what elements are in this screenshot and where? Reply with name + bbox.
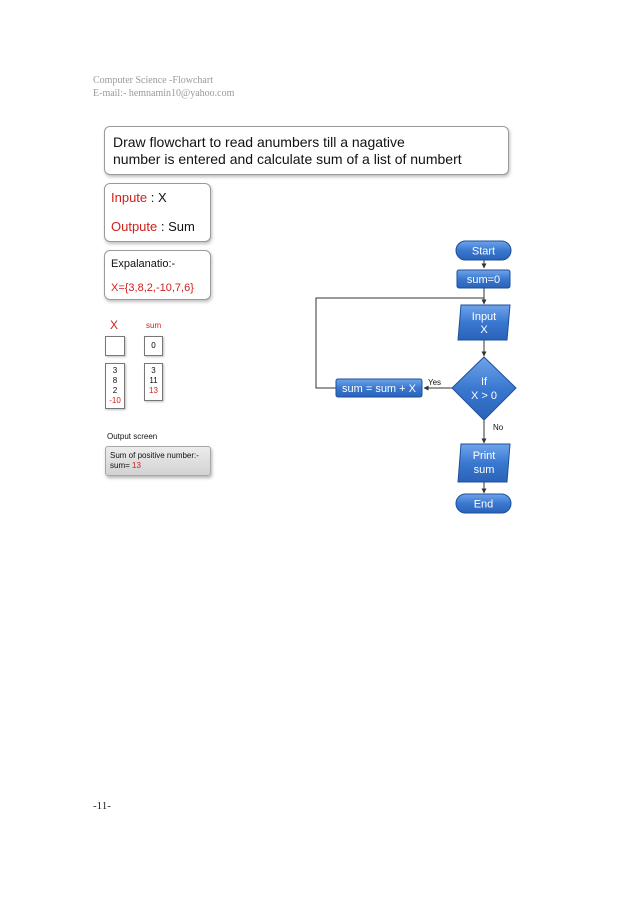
decision-label-1: If bbox=[480, 376, 488, 388]
no-label: No bbox=[493, 423, 504, 432]
trace-sum-value: 11 bbox=[149, 376, 158, 385]
trace-sum-value: 3 bbox=[151, 366, 156, 375]
output-label: Outpute bbox=[111, 219, 158, 234]
init-label: sum=0 bbox=[466, 274, 501, 286]
page-number: -11- bbox=[93, 800, 111, 812]
output-screen-title: Output screen bbox=[107, 432, 158, 441]
flow-connectors bbox=[316, 260, 484, 493]
start-label: Start bbox=[471, 245, 496, 258]
output-screen-line-1: Sum of positive number:- bbox=[110, 451, 199, 460]
yes-label: Yes bbox=[428, 378, 442, 387]
input-label-1: Input bbox=[471, 311, 497, 323]
accumulate-label: sum = sum + X bbox=[342, 383, 416, 395]
output-sum-label: sum= bbox=[110, 461, 133, 470]
trace-sum-header: sum bbox=[146, 321, 162, 330]
trace-x-value: 3 bbox=[112, 366, 118, 375]
trace-sum-value: 13 bbox=[149, 386, 158, 395]
input-value: : X bbox=[147, 190, 167, 205]
explanation-values: X={3,8,2,-10,7,6} bbox=[111, 282, 194, 294]
output-sum-value: 13 bbox=[132, 461, 141, 470]
trace-x-value: 8 bbox=[112, 376, 118, 385]
decision-label-2: X > 0 bbox=[471, 390, 497, 402]
end-label: End bbox=[473, 498, 494, 511]
problem-line-1: Draw flowchart to read anumbers till a nagative bbox=[113, 134, 405, 150]
explanation-title: Expalanatio:- bbox=[111, 258, 176, 270]
trace-x-value: 2 bbox=[112, 386, 118, 395]
trace-sum-initial: 0 bbox=[151, 341, 156, 350]
header-title: Computer Science -Flowchart bbox=[93, 75, 213, 86]
output-value: : Sum bbox=[157, 219, 195, 234]
header-email: E-mail:- hemnamin10@yahoo.com bbox=[93, 88, 235, 99]
print-label-1: Print bbox=[472, 450, 496, 462]
trace-x-header: X bbox=[110, 318, 119, 332]
print-label-2: sum bbox=[473, 464, 495, 476]
problem-line-2: number is entered and calculate sum of a list of numbert bbox=[113, 151, 462, 167]
input-label: Inpute bbox=[111, 190, 148, 205]
trace-x-value: -10 bbox=[109, 396, 121, 405]
decision-diamond bbox=[452, 357, 516, 420]
connector-loop-back bbox=[316, 298, 484, 388]
input-label-2: X bbox=[480, 324, 488, 336]
